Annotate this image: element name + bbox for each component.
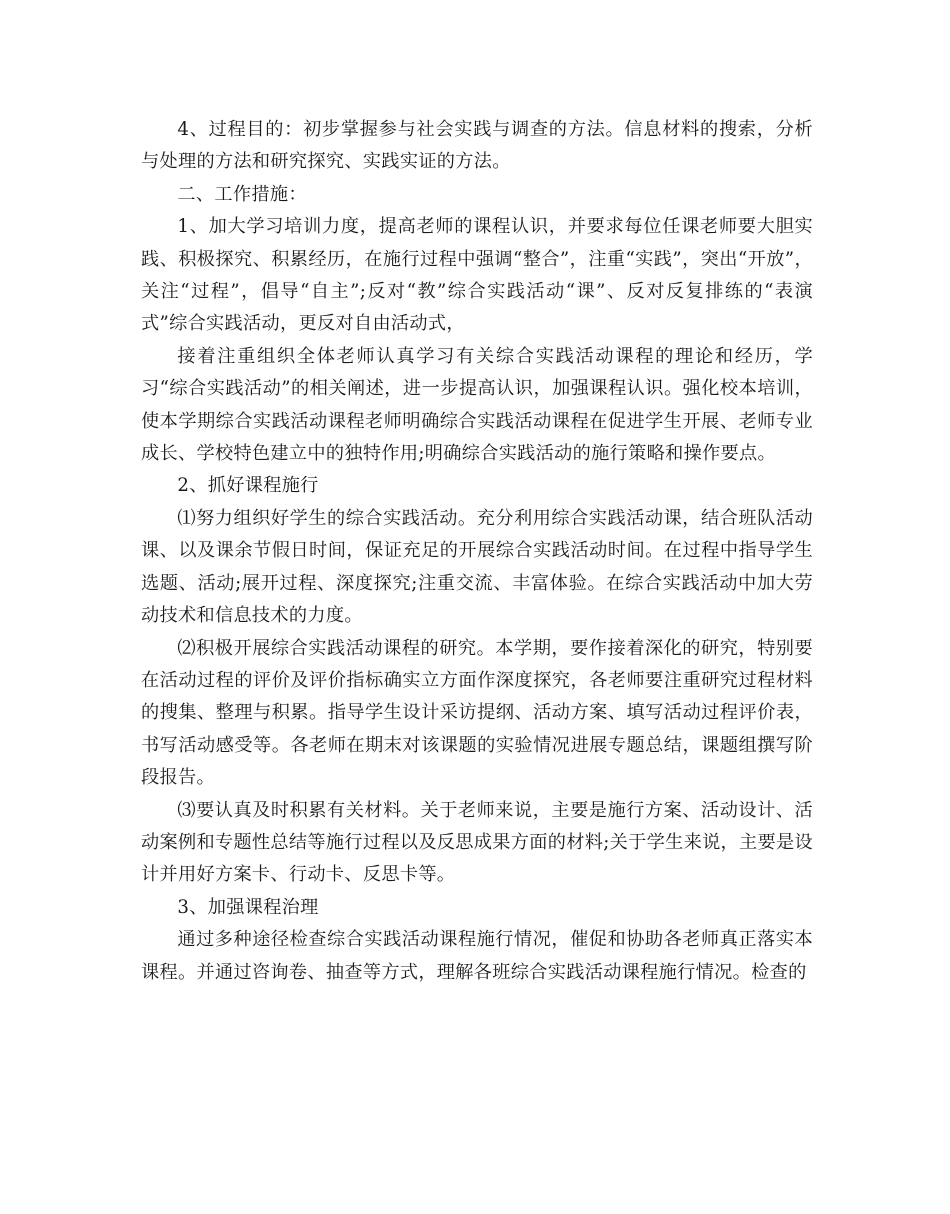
- heading-course-management: 3、加强课程治理: [177, 896, 319, 918]
- paragraph-item-3: ⑶要认真及时积累有关材料。关于老师来说，主要是施行方案、活动设计、活动案例和专题性总结等施行过程以及反思成果方面的材料;关于学生来说，主要是设计并用好方案卡、行动卡、反思卡等。: [141, 799, 813, 886]
- document-body: [141, 114, 813, 989]
- heading-work-measures: 二、工作措施：: [177, 183, 307, 205]
- paragraph-training: 1、加大学习培训力度，提高老师的课程认识，并要求每位任课老师要大胆实践、积极探究、积累经历，在施行过程中强调“整合”，注重“实践”，突出“开放”，关注“过程”，倡导“自主”;反对“教”综合实践活动“课”、反对反复排练的“表演式”综合实践活动，更反对自由活动式，: [141, 216, 813, 335]
- heading-course-implementation: 2、抓好课程施行: [177, 475, 319, 497]
- paragraph-item-1: ⑴努力组织好学生的综合实践活动。充分利用综合实践活动课，结合班队活动课、以及课余节假日时间，保证充足的开展综合实践活动时间。在过程中指导学生选题、活动;展开过程、深度探究;注重交流、丰富体验。在综合实践活动中加大劳动技术和信息技术的力度。: [141, 507, 813, 627]
- paragraph-inspection: 通过多种途径检查综合实践活动课程施行情况，催促和协助各老师真正落实本课程。并通过咨询卷、抽查等方式，理解各班综合实践活动课程施行情况。检查的: [141, 929, 813, 983]
- paragraph-process-goal: 4、过程目的：初步掌握参与社会实践与调查的方法。信息材料的搜索，分析与处理的方法和研究探究、实践实证的方法。: [141, 119, 813, 173]
- paragraph-item-2: ⑵积极开展综合实践活动课程的研究。本学期，要作接着深化的研究，特别要在活动过程的评价及评价指标确实立方面作深度探究，各老师要注重研究过程材料的搜集、整理与积累。指导学生设计采访提纲、活动方案、填写活动过程评价表，书写活动感受等。各老师在期末对该课题的实验情况进展专题总结，课题组撰写阶段报告。: [141, 637, 813, 789]
- paragraph-theory-study: 接着注重组织全体老师认真学习有关综合实践活动课程的理论和经历，学习“综合实践活动”的相关阐述，进一步提高认识，加强课程认识。强化校本培训，使本学期综合实践活动课程老师明确综合实践活动课程在促进学生开展、老师专业成长、学校特色建立中的独特作用;明确综合实践活动的施行策略和操作要点。: [141, 345, 813, 465]
